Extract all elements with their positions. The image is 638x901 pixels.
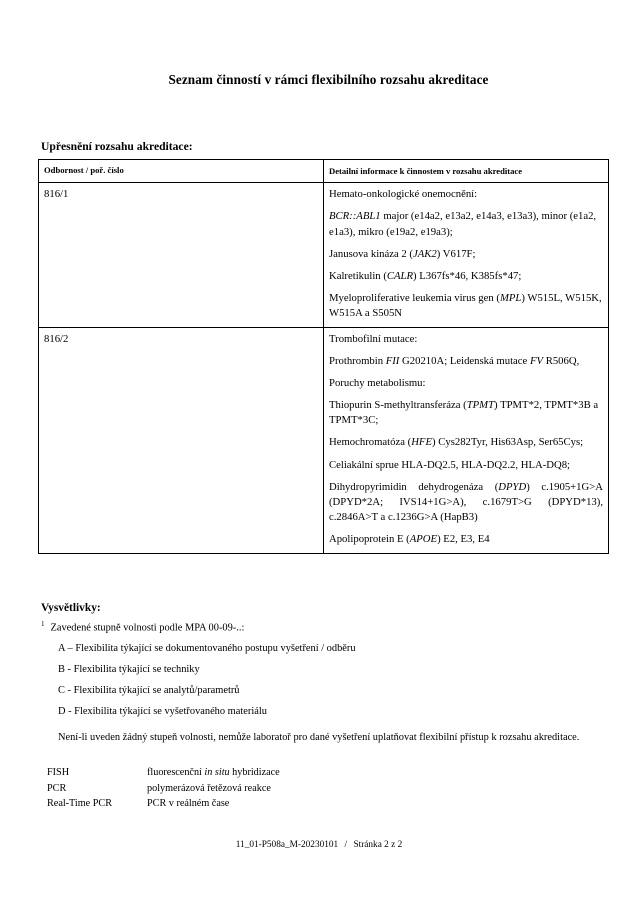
detail-line: Hemato-onkologické onemocnění: [329,188,478,201]
detail-line: Apolipoprotein E (APOE) E2, E3, E4 [329,533,490,546]
table-row [39,327,609,553]
footnote-marker: 1 [41,619,45,628]
detail-line: Celiakální sprue HLA-DQ2.5, HLA-DQ2.2, HLA-DQ8; [329,458,571,471]
explanation-paragraph: Není-li uveden žádný stupeň volnosti, nemůže laboratoř pro dané vyšetření uplatňovat flexibilní přístup k rozsahu akreditace. [58,732,580,744]
page-footer [0,840,638,850]
abbreviation-list [47,765,613,811]
detail-line: Kalretikulin (CALR) L367fs*46, K385fs*47; [329,269,522,282]
abbreviation-term: FISH [47,767,70,779]
table-body [39,183,609,553]
footer-document-id: 11_01-P508a_M-20230101 [235,840,339,850]
column-header-code: Odbornost / poř. číslo [39,160,324,183]
explanation-item: B - Flexibilita týkající se techniky [58,664,200,676]
abbreviation-row [47,781,613,796]
page-title: Seznam činností v rámci flexibilního rozsahu akreditace [168,72,489,87]
detail-line: Poruchy metabolismu: [329,376,426,389]
abbreviation-term: Real-Time PCR [47,797,113,809]
footer-separator: / [344,840,348,850]
abbreviation-row [47,765,613,780]
section-heading: Upřesnění rozsahu akreditace: [41,140,193,153]
detail-line: BCR::ABL1 major (e14a2, e13a2, e14a3, e13a3), minor (e1a2, e1a3), mikro (e19a2, e19a3); [329,210,597,238]
table-header-row [39,160,609,183]
explanation-intro-text: Zavedené stupně volnosti podle MPA 00-09-..: [50,622,245,634]
abbreviation-definition: PCR v reálném čase [147,797,230,809]
explanation-item: A – Flexibilita týkající se dokumentovaného postupu vyšetření / odběru [58,643,356,655]
table-header [39,160,609,183]
cell-code: 816/1 [39,183,324,327]
detail-line: Dihydropyrimidin dehydrogenáza (DPYD) c.1905+1G>A (DPYD*2A; IVS14+1G>A), c.1679T>G (DPYD*13), c.2846A>T a c.1236G>A (HapB3) [329,480,603,524]
abbreviation-row [47,796,613,811]
detail-line: Thiopurin S-methyltransferáza (TPMT) TPMT*2, TPMT*3B a TPMT*3C; [329,399,599,427]
detail-line: Prothrombin FII G20210A; Leidenská mutace FV R506Q, [329,354,580,367]
detail-line: Janusova kináza 2 (JAK2) V617F; [329,247,476,260]
explanation-intro [41,620,613,636]
abbreviation-term: PCR [47,782,67,794]
abbreviation-definition: polymerázová řetězová reakce [147,782,271,794]
column-header-detail: Detailní informace k činnostem v rozsahu akreditace [324,160,609,183]
detail-line: Hemochromatóza (HFE) Cys282Tyr, His63Asp, Ser65Cys; [329,436,584,449]
explanations-title: Vysvětlivky: [41,601,101,614]
explanation-item: D - Flexibilita týkající se vyšetřovaného materiálu [58,706,267,718]
explanations-section [41,602,613,812]
explanation-item: C - Flexibilita týkající se analytů/parametrů [58,685,240,697]
cell-detail [324,327,609,553]
accreditation-scope-table [38,159,609,554]
cell-detail [324,183,609,327]
detail-line: Trombofilní mutace: [329,332,418,345]
detail-line: Myeloproliferative leukemia virus gen (MPL) W515L, W515K, W515A a S505N [329,292,602,320]
abbreviation-definition: fluorescenční in situ hybridizace [147,767,280,779]
page-content [38,0,613,811]
table-row [39,183,609,327]
footer-page-number: Stránka 2 z 2 [353,840,403,850]
cell-code: 816/2 [39,327,324,553]
